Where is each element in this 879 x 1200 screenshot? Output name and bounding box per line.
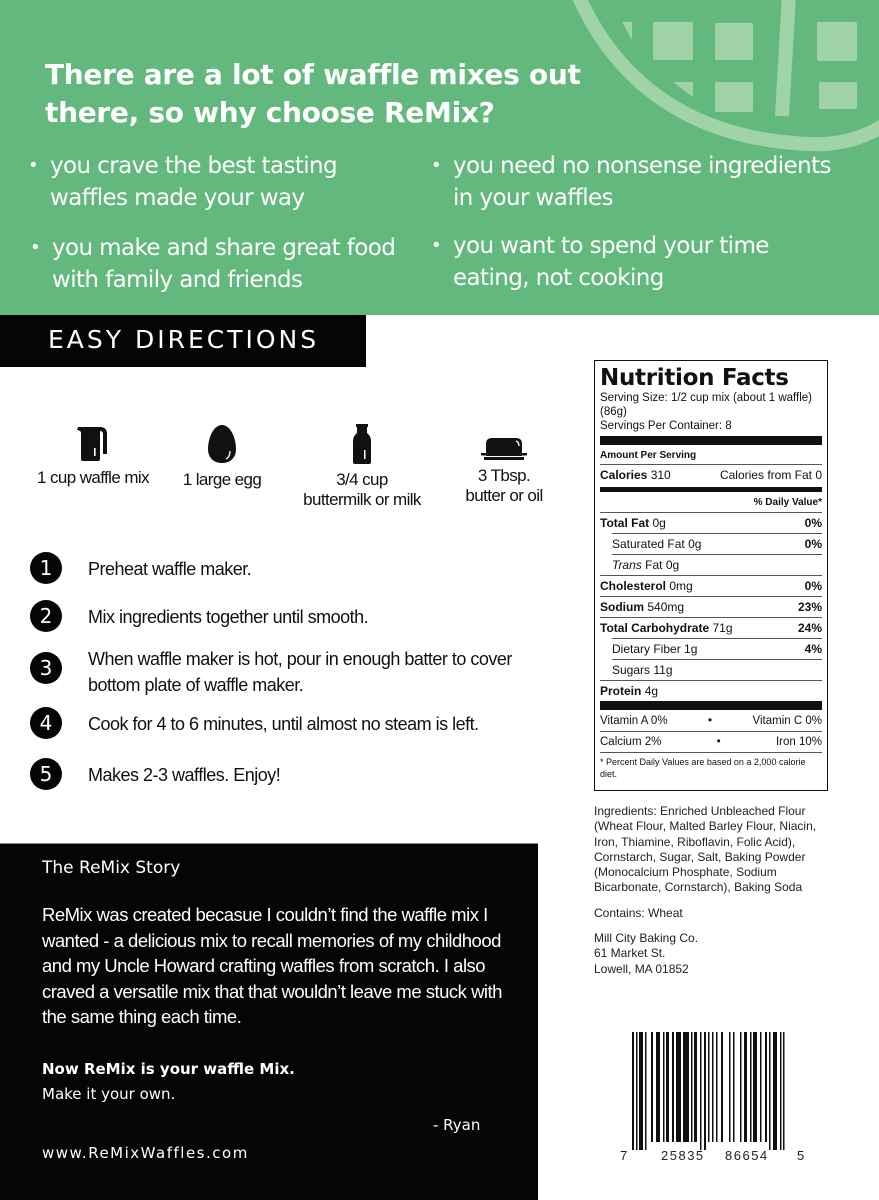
story-tagline-secondary: Make it your own. bbox=[42, 1085, 176, 1103]
ingredient-egg bbox=[172, 424, 272, 490]
barcode-icon bbox=[620, 1030, 810, 1170]
nutrient-dv: 0% bbox=[804, 579, 822, 593]
nutrient-dv: 0% bbox=[804, 537, 822, 551]
nutrient-row-trans-fat bbox=[612, 554, 822, 575]
nutrient-row-protein bbox=[600, 680, 822, 701]
website-link[interactable]: www.ReMixWaffles.com bbox=[42, 1144, 249, 1162]
story-body: ReMix was created becasue I couldn’t find the waffle mix I wanted - a delicious mix to recall memories of my childhood and my Uncle Howard crafting waffles from scratch. I also craved a versatile mix that that wouldn’t leave me stuck with the same thing each time. bbox=[42, 904, 502, 1027]
reason-text: you need no nonsense ingredients in your waffles bbox=[453, 153, 831, 211]
ingredients-panel bbox=[594, 804, 829, 977]
butter-dish-icon bbox=[481, 436, 527, 460]
ingredient-waffle-mix bbox=[22, 426, 164, 488]
bullet-icon: • bbox=[28, 155, 39, 176]
ingredient-label: 1 cup waffle mix bbox=[37, 468, 149, 487]
calories-from-fat: Calories from Fat 0 bbox=[719, 468, 822, 482]
step-text: Preheat waffle maker. bbox=[88, 559, 252, 579]
ingredient-label-line1: 3 Tbsp. bbox=[477, 466, 531, 485]
nutrient-dv: 23% bbox=[797, 600, 822, 614]
nutrient-amount: 11g bbox=[653, 663, 673, 677]
company-address-line2: Lowell, MA 01852 bbox=[594, 961, 689, 976]
barcode-group-left: 25835 bbox=[661, 1148, 705, 1163]
reason-text: you crave the best tasting waffles made your way bbox=[50, 153, 338, 211]
nutrient-label: Sodium bbox=[600, 600, 644, 614]
nutrient-amount: 0g bbox=[665, 558, 680, 572]
nutrient-amount: 0g bbox=[652, 516, 666, 530]
reason-item bbox=[30, 232, 402, 296]
nutrient-row-dietary-fiber bbox=[612, 638, 822, 659]
bullet-icon: • bbox=[30, 237, 41, 258]
vitamin-right: Iron 10% bbox=[775, 736, 822, 748]
barcode-digit-last: 5 bbox=[797, 1148, 806, 1163]
waffle-graphic-icon bbox=[560, 0, 879, 160]
nutrient-amount: 71g bbox=[712, 621, 733, 635]
reason-text: you want to spend your time eating, not cooking bbox=[453, 233, 769, 291]
nutrition-facts-panel bbox=[594, 360, 828, 791]
nutrient-label: Cholesterol bbox=[600, 579, 667, 593]
calories-row bbox=[600, 464, 822, 485]
reason-item bbox=[431, 230, 833, 294]
nutrient-amount: 540mg bbox=[647, 600, 685, 614]
nutrient-dv: 24% bbox=[797, 621, 822, 635]
ingredient-milk bbox=[286, 424, 438, 510]
divider bbox=[600, 487, 822, 492]
ingredients-list: Ingredients: Enriched Unbleached Flour (Wheat Flour, Malted Barley Flour, Niacin, Iron, Thiamine, Riboflavin, Folic Acid), Cornstarch, Sugar, Salt, Baking Powder (Monocalcium Phosphate, Sodium Bicarbonate, Cornstarch), Baking Soda bbox=[594, 804, 817, 895]
step-number-badge: 1 bbox=[30, 552, 62, 584]
nutrient-amount: 1g bbox=[684, 642, 698, 656]
milk-bottle-icon bbox=[352, 424, 372, 464]
step-text: Mix ingredients together until smooth. bbox=[88, 607, 369, 627]
vitamin-right: Vitamin C 0% bbox=[752, 715, 822, 727]
egg-icon bbox=[207, 424, 237, 464]
servings-per-container: Servings Per Container: 8 bbox=[600, 420, 732, 432]
nutrient-amount: 0mg bbox=[669, 579, 693, 593]
nutrient-row-total-carbohydrate bbox=[600, 617, 822, 638]
nutrient-label-suffix: Fat bbox=[641, 558, 663, 572]
amount-per-serving: Amount Per Serving bbox=[600, 450, 697, 461]
vitamin-row bbox=[600, 731, 822, 752]
measuring-cup-icon bbox=[76, 426, 110, 462]
company-address-line1: 61 Market St. bbox=[594, 946, 666, 961]
daily-value-header: % Daily Value* bbox=[753, 497, 822, 508]
nutrient-label: Protein bbox=[600, 684, 642, 698]
story-tagline: Now ReMix is your waffle Mix. bbox=[42, 1060, 295, 1078]
step-number-badge: 5 bbox=[30, 758, 62, 790]
step-number-badge: 3 bbox=[30, 652, 62, 684]
nutrient-dv: 0% bbox=[804, 516, 822, 530]
allergen-contains: Contains: Wheat bbox=[594, 905, 683, 920]
reason-item bbox=[431, 150, 833, 214]
story-title: The ReMix Story bbox=[42, 858, 181, 878]
nutrient-label: Total Fat bbox=[600, 516, 650, 530]
ingredient-label-line1: 3/4 cup bbox=[336, 470, 388, 489]
step-number-badge: 2 bbox=[30, 600, 62, 632]
bullet-icon: • bbox=[431, 155, 442, 176]
daily-value-footnote: * Percent Daily Values are based on a 2,000 calorie diet. bbox=[600, 752, 822, 780]
nutrient-dv: 4% bbox=[804, 642, 822, 656]
barcode-group-right: 86654 bbox=[725, 1148, 769, 1163]
hero-banner bbox=[0, 0, 879, 315]
vitamin-separator: • bbox=[708, 715, 713, 727]
company-name: Mill City Baking Co. bbox=[594, 931, 699, 946]
reason-item bbox=[28, 150, 390, 214]
ingredient-label-line2: buttermilk or milk bbox=[303, 490, 421, 509]
nutrient-row-sugars bbox=[612, 659, 822, 680]
nutrient-label: Trans bbox=[612, 558, 642, 572]
reason-text: you make and share great food with family and friends bbox=[52, 235, 396, 293]
nutrient-row-cholesterol bbox=[600, 575, 822, 596]
vitamin-left: Vitamin A 0% bbox=[600, 715, 668, 727]
story-signature: - Ryan bbox=[433, 1116, 481, 1134]
nutrient-label: Dietary Fiber bbox=[612, 642, 681, 656]
step-text: Cook for 4 to 6 minutes, until almost no steam is left. bbox=[88, 714, 479, 734]
ingredient-butter bbox=[450, 436, 558, 506]
remix-story-panel bbox=[0, 843, 538, 1200]
step-text: When waffle maker is hot, pour in enough batter to cover bottom plate of waffle maker. bbox=[88, 649, 512, 695]
ingredient-label-line2: butter or oil bbox=[465, 486, 543, 505]
nutrient-row-saturated-fat bbox=[612, 533, 822, 554]
barcode-digit-first: 7 bbox=[620, 1148, 629, 1163]
nutrient-row-sodium bbox=[600, 596, 822, 617]
calories-label: Calories bbox=[600, 468, 648, 482]
hero-title: There are a lot of waffle mixes out there, so why choose ReMix? bbox=[45, 58, 581, 129]
divider bbox=[600, 436, 822, 445]
ingredient-label: 1 large egg bbox=[182, 470, 262, 489]
nutrient-label: Sugars bbox=[612, 663, 651, 677]
nutrient-label: Total Carbohydrate bbox=[600, 621, 710, 635]
nutrition-title: Nutrition Facts bbox=[600, 365, 789, 391]
nutrient-amount: 4g bbox=[644, 684, 659, 698]
bullet-icon: • bbox=[431, 235, 442, 256]
vitamin-left: Calcium 2% bbox=[600, 736, 662, 748]
nutrient-label: Saturated Fat bbox=[612, 537, 685, 551]
vitamin-row bbox=[600, 711, 822, 731]
divider bbox=[600, 701, 822, 710]
step-text: Makes 2-3 waffles. Enjoy! bbox=[88, 765, 281, 785]
easy-directions-heading: EASY DIRECTIONS bbox=[0, 315, 366, 367]
nutrient-row-total-fat bbox=[600, 512, 822, 533]
nutrient-amount: 0g bbox=[688, 537, 702, 551]
serving-size: Serving Size: 1/2 cup mix (about 1 waffle) (86g) bbox=[600, 392, 813, 418]
vitamin-separator: • bbox=[716, 736, 721, 748]
calories-value: 310 bbox=[650, 468, 671, 482]
step-number-badge: 4 bbox=[30, 707, 62, 739]
